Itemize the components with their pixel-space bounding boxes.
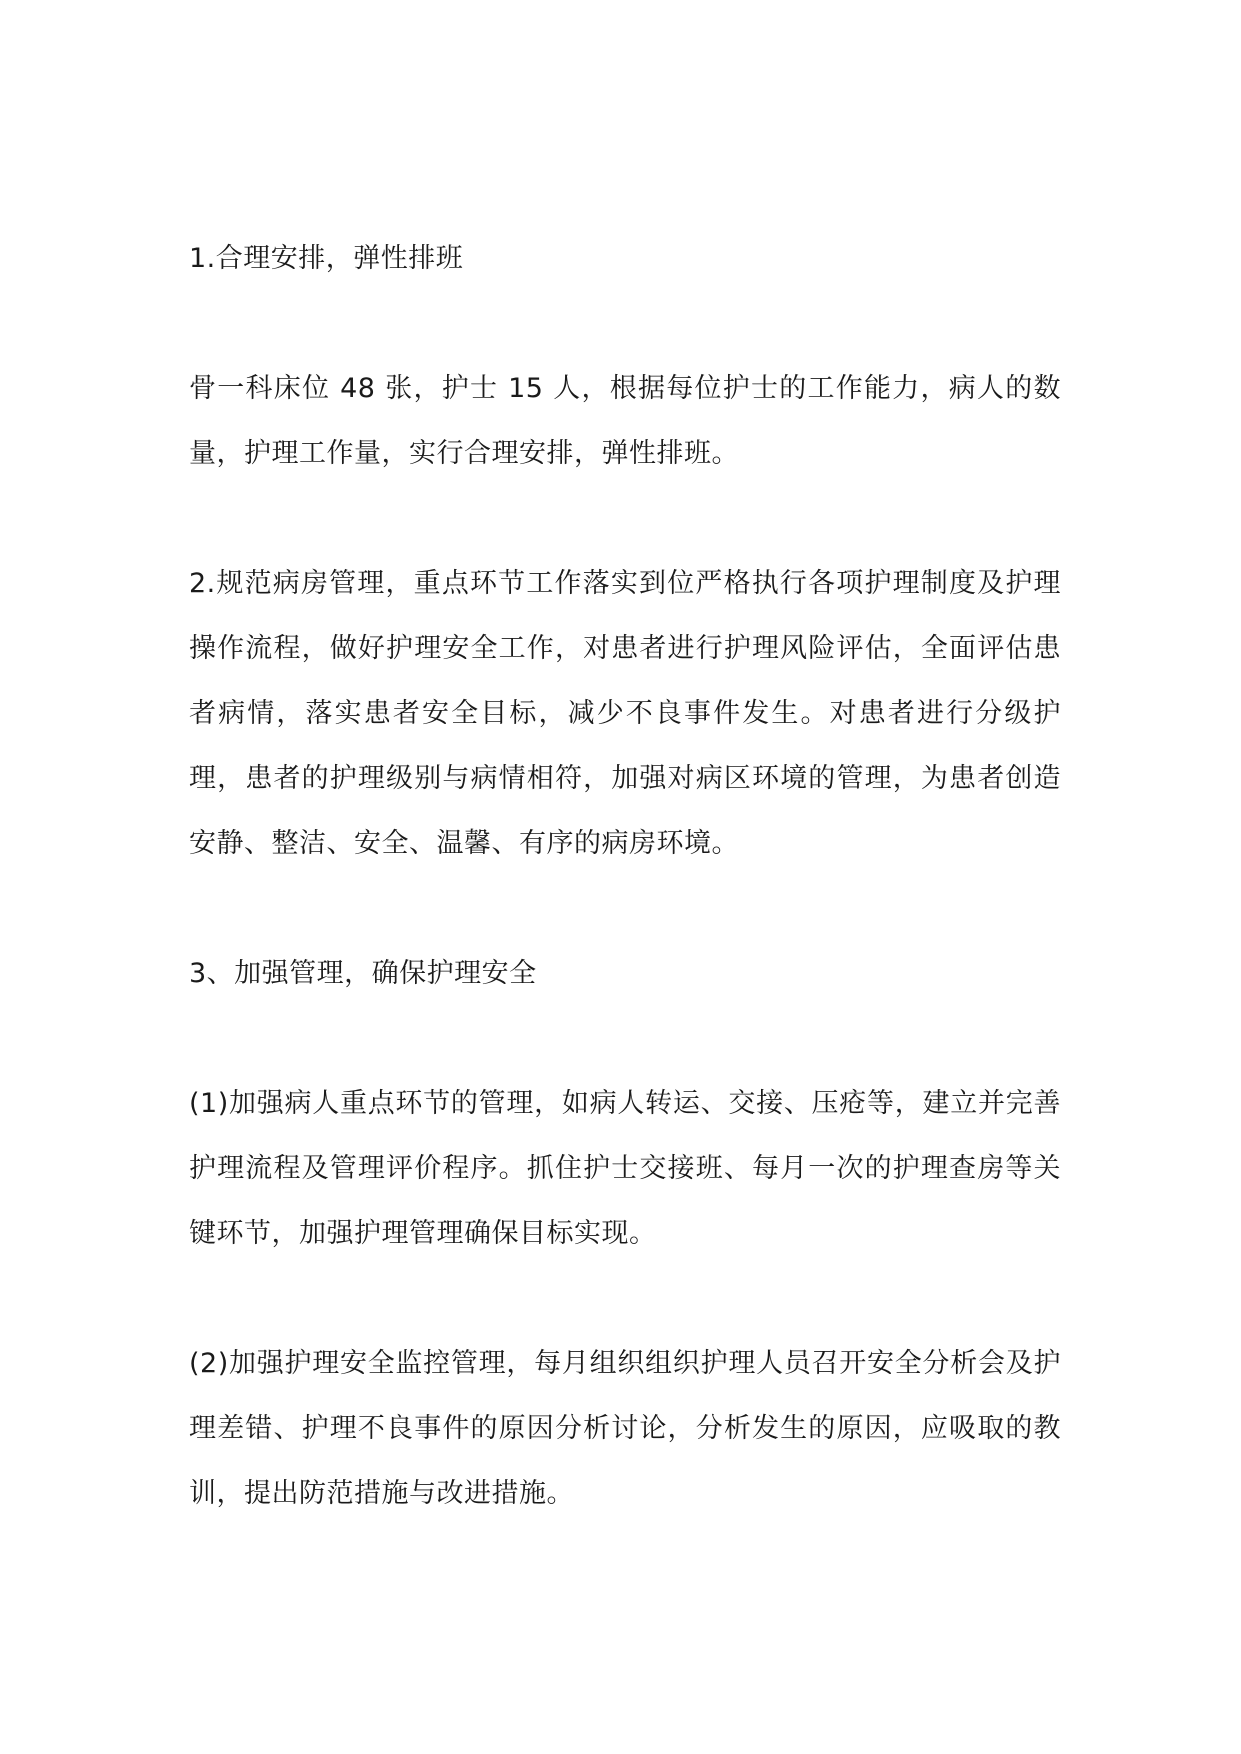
section-heading-3: 3、加强管理，确保护理安全	[189, 958, 537, 989]
document-body	[189, 226, 1061, 1591]
paragraph-staffing: 骨一科床位 48 张，护士 15 人，根据每位护士的工作能力，病人的数量，护理工作量，实行合理安排，弹性排班。	[189, 373, 1061, 469]
paragraph-ward-management: 2.规范病房管理，重点环节工作落实到位严格执行各项护理制度及护理操作流程，做好护理安全工作，对患者进行护理风险评估，全面评估患者病情，落实患者安全目标，减少不良事件发生。对患者进行分级护理，患者的护理级别与病情相符，加强对病区环境的管理，为患者创造安静、整洁、安全、温馨、有序的病房环境。	[189, 568, 1061, 859]
paragraph-safety-monitoring: (2)加强护理安全监控管理，每月组织组织护理人员召开安全分析会及护理差错、护理不良事件的原因分析讨论，分析发生的原因，应吸取的教训，提出防范措施与改进措施。	[189, 1348, 1061, 1509]
section-heading-1: 1.合理安排，弹性排班	[189, 243, 464, 274]
paragraph-key-links: (1)加强病人重点环节的管理，如病人转运、交接、压疮等，建立并完善护理流程及管理评价程序。抓住护士交接班、每月一次的护理查房等关键环节，加强护理管理确保目标实现。	[189, 1088, 1061, 1249]
